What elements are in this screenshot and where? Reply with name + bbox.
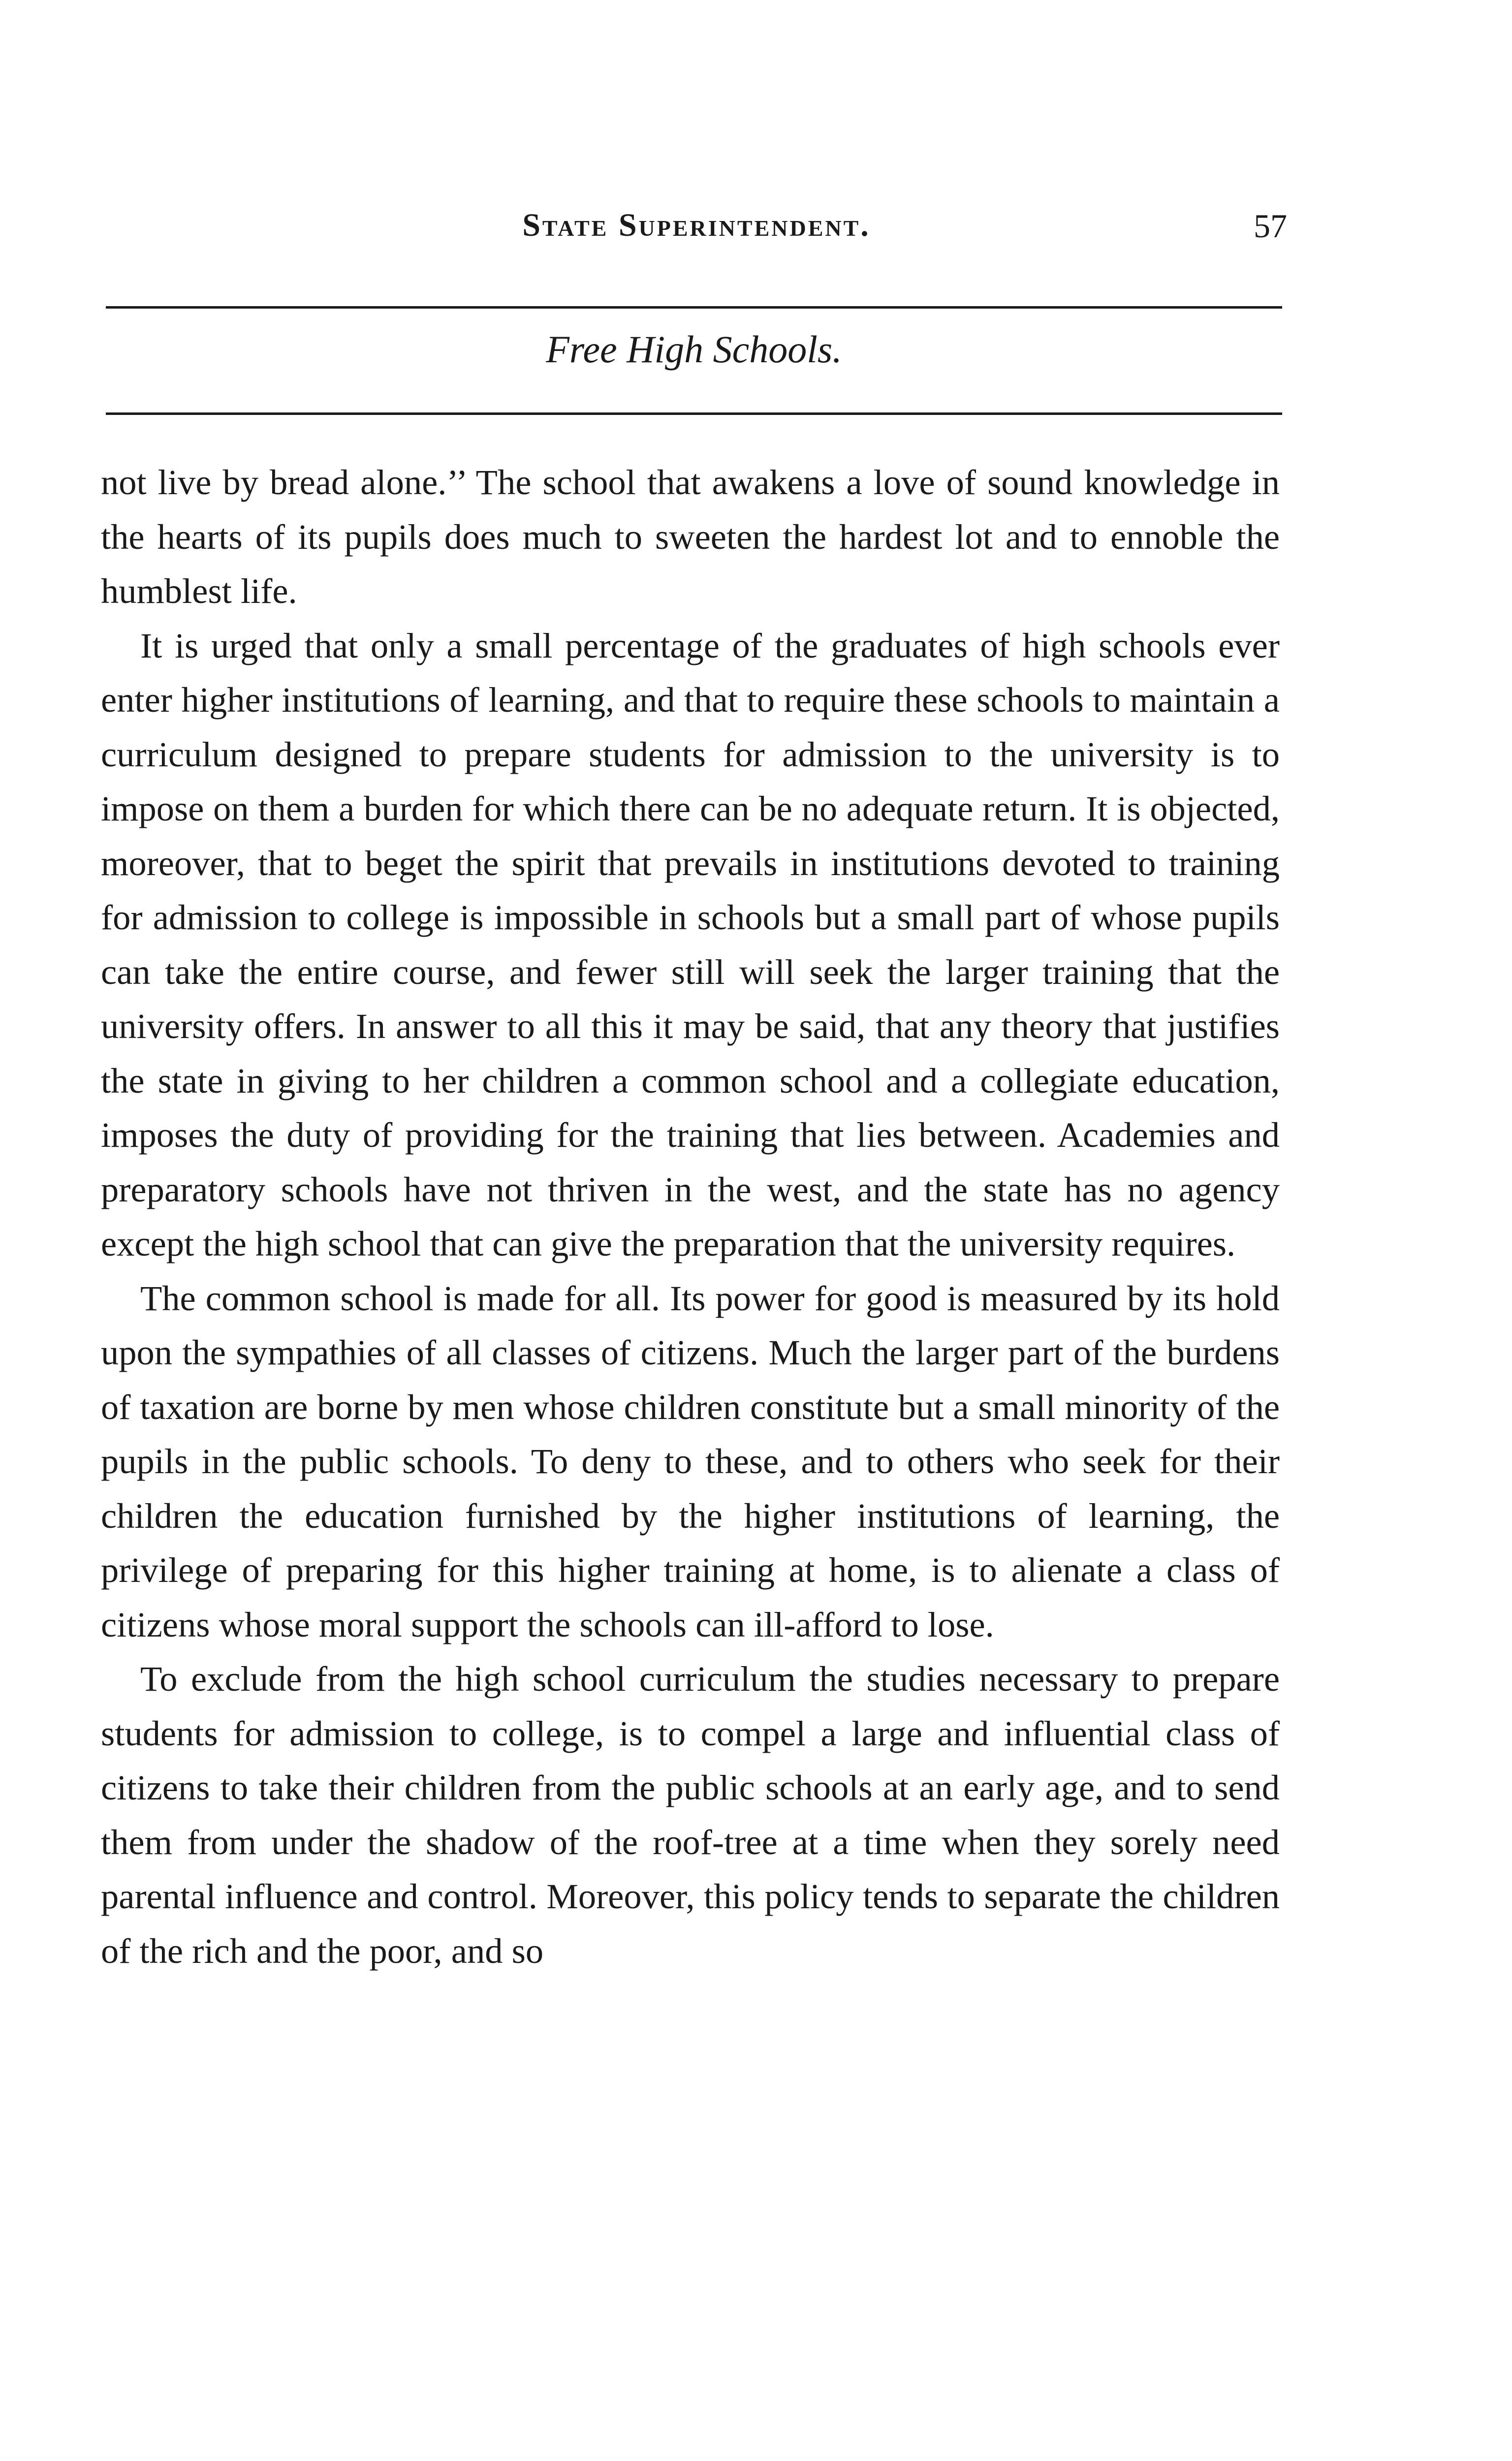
section-title: Free High Schools.: [546, 328, 842, 371]
running-head: State Superintendent.: [522, 207, 871, 243]
page-number: 57: [1254, 207, 1287, 245]
paragraph: not live by bread alone.’’ The school that awakens a love of sound knowledge in the hearts of its pupils does much to sweeten the hardest lot and to ennoble the humblest life.: [101, 462, 1280, 611]
page-header: [106, 207, 1287, 261]
bottom-rule: [106, 412, 1282, 415]
top-rule: [106, 306, 1282, 309]
paragraph: It is urged that only a small percentage of the graduates of high schools ever enter higher institutions of learning, and that to require these schools to maintain a curriculum designed to prepare students for admission to the university is to impose on them a burden for which there can be no adequate return. It is objected, moreover, that to beget the spirit that prevails in institutions devoted to training for admission to college is impossible in schools but a small part of whose pupils can take the entire course, and fewer still will seek the larger training that the university offers. In answer to all this it may be said, that any theory that justifies the state in giving to her children a common school and a collegiate education, imposes the duty of providing for the training that lies between. Academies and preparatory schools have not thriven in the west, and the state has no agency except the high school that can give the preparation that the university requires.: [101, 625, 1280, 1263]
paragraph: The common school is made for all. Its power for good is measured by its hold upon the sympathies of all classes of citizens. Much the larger part of the burdens of taxation are borne by men whose children constitute but a small minority of the pupils in the public schools. To deny to these, and to others who seek for their children the education furnished by the higher institutions of learning, the privilege of preparing for this higher training at home, is to alienate a class of citizens whose moral support the schools can ill-afford to lose.: [101, 1278, 1280, 1644]
body-text: [101, 455, 1280, 1978]
paragraph: To exclude from the high school curriculum the studies necessary to prepare students for admission to college, is to compel a large and influential class of citizens to take their children from the public schools at an early age, and to send them from under the shadow of the roof-tree at a time when they sorely need parental influence and control. Moreover, this policy tends to separate the children of the rich and the poor, and so: [101, 1659, 1280, 1971]
